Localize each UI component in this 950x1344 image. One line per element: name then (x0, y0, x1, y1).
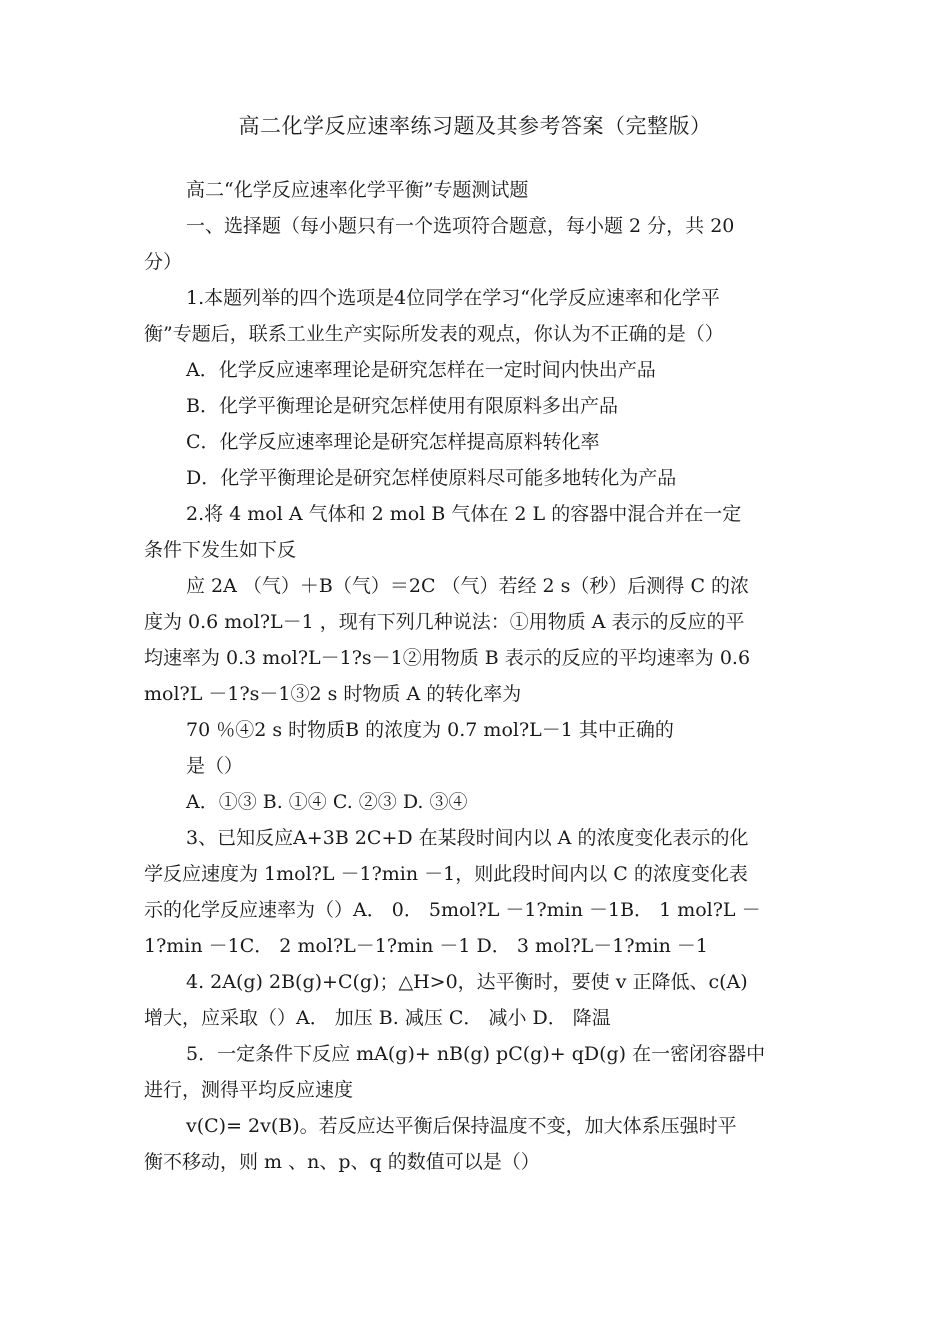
text-line: 是（） (186, 755, 244, 777)
document-title: 高二化学反应速率练习题及其参考答案（完整版） (238, 114, 712, 138)
text-line: mol?L －1?s－1③2 s 时物质 A 的转化率为 (144, 683, 522, 705)
text-line: 度为 0.6 mol?L－1 ，现有下列几种说法：①用物质 A 表示的反应的平 (144, 611, 745, 633)
text-line: 1?min －1C． 2 mol?L－1?min －1 D． 3 mol?L－1?min －1 (144, 935, 709, 957)
text-line: 1.本题列举的四个选项是4位同学在学习“化学反应速率和化学平 (186, 287, 720, 309)
text-line: 均速率为 0.3 mol?L－1?s－1②用物质 B 表示的反应的平均速率为 0.6 (144, 647, 751, 669)
text-line: A．化学反应速率理论是研究怎样在一定时间内快出产品 (186, 359, 656, 381)
text-line: 进行，测得平均反应速度 (144, 1079, 354, 1101)
text-line: 3、已知反应A+3B 2C+D 在某段时间内以 A 的浓度变化表示的化 (186, 827, 749, 849)
text-line: 条件下发生如下反 (144, 539, 297, 561)
text-line: v(C)= 2v(B)。若反应达平衡后保持温度不变，加大体系压强时平 (186, 1115, 737, 1137)
text-line: 70 ％④2 s 时物质B 的浓度为 0.7 mol?L－1 其中正确的 (186, 719, 674, 741)
document-body (144, 172, 814, 1180)
text-line: D．化学平衡理论是研究怎样使原料尽可能多地转化为产品 (186, 467, 677, 489)
text-line: 一、选择题（每小题只有一个选项符合题意，每小题 2 分，共 20 (186, 215, 735, 237)
text-line: A．①③ B. ①④ C. ②③ D. ③④ (186, 791, 468, 813)
text-line: 增大，应采取（）A． 加压 B. 减压 C． 减小 D． 降温 (144, 1007, 611, 1029)
text-line: 高二“化学反应速率化学平衡”专题测试题 (186, 179, 529, 201)
text-line: 分） (144, 251, 183, 273)
text-line: 学反应速度为 1mol?L －1?min －1，则此段时间内以 C 的浓度变化表 (144, 863, 748, 885)
text-line: 衡不移动，则 m 、n、p、q 的数值可以是（） (144, 1151, 540, 1173)
text-line: 衡”专题后，联系工业生产实际所发表的观点，你认为不正确的是（） (144, 323, 724, 345)
text-line: 示的化学反应速率为（）A． 0． 5mol?L －1?min －1B． 1 mol?L － (144, 899, 761, 921)
text-line: 4. 2A(g) 2B(g)+C(g)；△H>0，达平衡时，要使 v 正降低、c(A) (186, 971, 748, 993)
text-line: 5．一定条件下反应 mA(g)+ nB(g) pC(g)+ qD(g) 在一密闭容器中 (186, 1043, 766, 1065)
text-line: B．化学平衡理论是研究怎样使用有限原料多出产品 (186, 395, 618, 417)
text-line: 2.将 4 mol A 气体和 2 mol B 气体在 2 L 的容器中混合并在一定 (186, 503, 742, 525)
text-line: C．化学反应速率理论是研究怎样提高原料转化率 (186, 431, 600, 453)
text-line: 应 2A （气）＋B（气）＝2C （气）若经 2 s（秒）后测得 C 的浓 (186, 575, 750, 597)
